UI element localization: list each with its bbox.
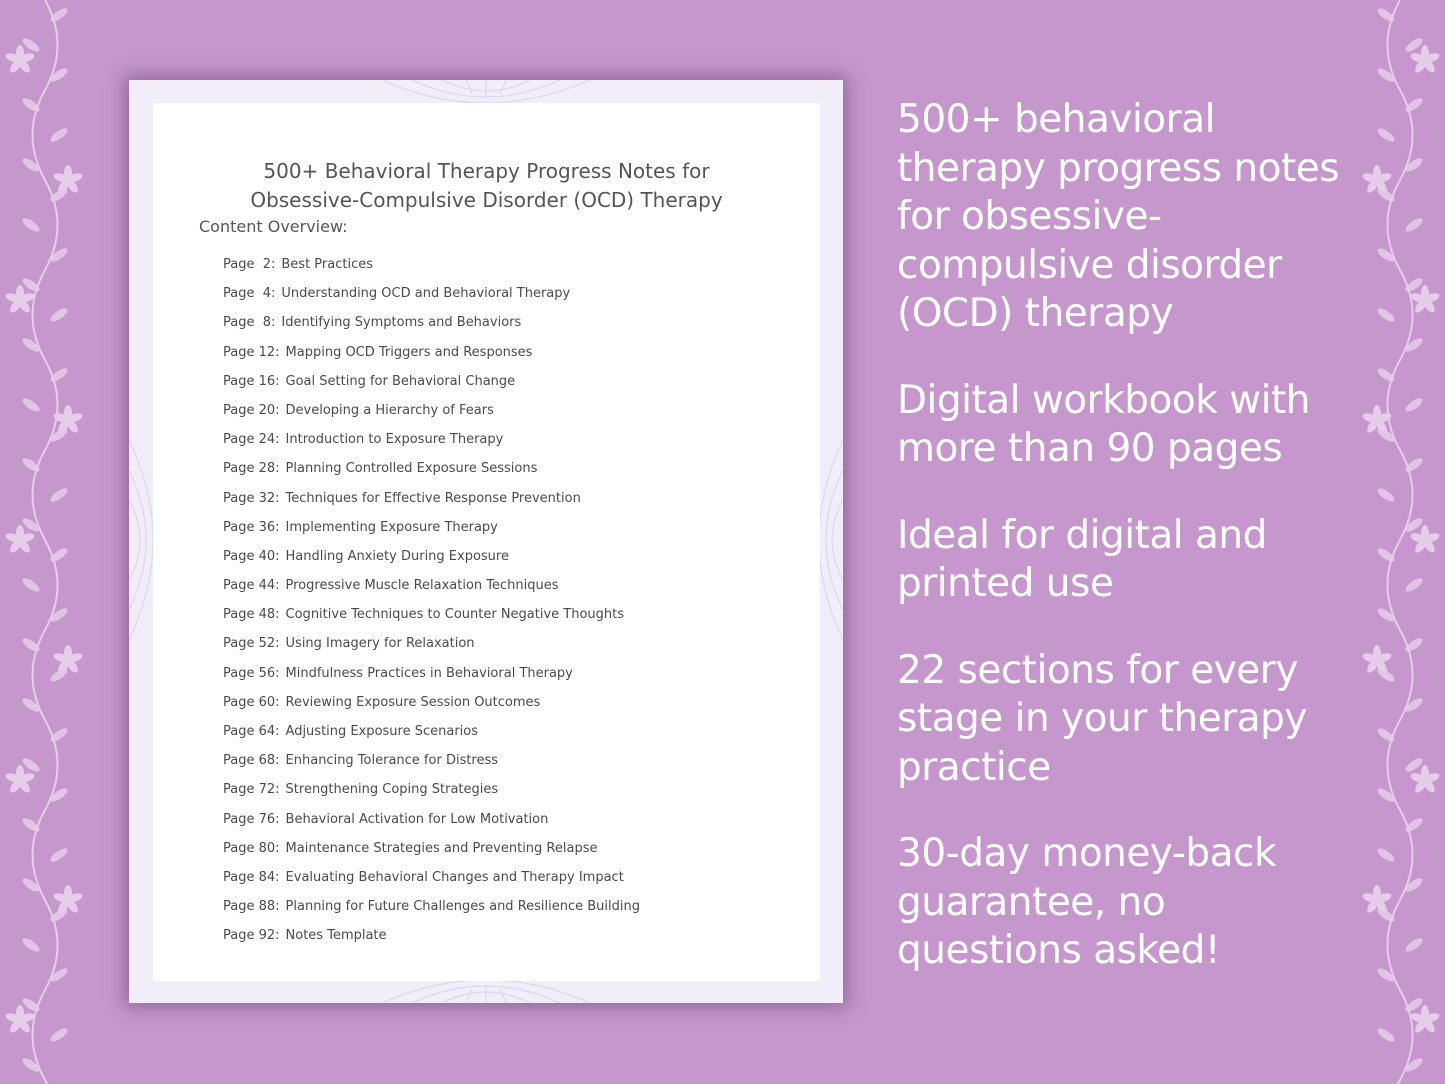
toc-entry-title: Mapping OCD Triggers and Responses: [285, 344, 533, 360]
toc-page-number: Page 44:: [223, 578, 280, 594]
toc-entry-title: Behavioral Activation for Low Motivation: [285, 811, 549, 827]
toc-page-number: Page 56:: [223, 665, 280, 681]
mandala-bottom-icon: [382, 980, 590, 1003]
toc-page-number: Page 52:: [223, 636, 280, 652]
toc-entry: [223, 459, 640, 488]
mandala-right-icon: [819, 440, 843, 640]
toc-entry: [223, 343, 640, 372]
document-title-line-2: Obsessive-Compulsive Disorder (OCD) Therapy: [250, 188, 723, 212]
toc-entry-title: Introduction to Exposure Therapy: [285, 432, 504, 448]
toc-page-number: Page 2:: [223, 257, 276, 272]
toc-page-number: Page 12:: [223, 344, 280, 360]
toc-entry-title: Maintenance Strategies and Preventing Relapse: [285, 840, 598, 856]
toc-page-number: Page 28:: [223, 461, 280, 477]
toc-entry: [223, 634, 640, 663]
toc-entry-title: Handling Anxiety During Exposure: [285, 548, 509, 564]
feature-text: [897, 830, 1417, 976]
toc-entry: [223, 751, 640, 780]
document-page: [153, 103, 820, 981]
toc-entry-title: Developing a Hierarchy of Fears: [285, 402, 494, 418]
feature-line: more than 90 pages: [897, 426, 1283, 471]
toc-entry: [223, 780, 640, 809]
feature-line: printed use: [897, 561, 1114, 606]
feature-line: (OCD) therapy: [897, 291, 1174, 336]
feature-text: [897, 377, 1417, 474]
toc-entry-title: Cognitive Techniques to Counter Negative Thoughts: [285, 607, 625, 623]
toc-page-number: Page 68:: [223, 753, 280, 769]
toc-entry: [223, 255, 640, 284]
toc-entry: [223, 868, 640, 897]
toc-entry-title: Implementing Exposure Therapy: [285, 519, 498, 535]
feature-text: [897, 512, 1417, 609]
toc-page-number: Page 24:: [223, 432, 280, 448]
feature-line: 22 sections for every: [897, 647, 1298, 693]
toc-page-number: Page 8:: [223, 315, 276, 331]
toc-page-number: Page 32:: [223, 490, 280, 506]
feature-line: compulsive disorder: [897, 242, 1282, 288]
mandala-top-icon: [382, 80, 590, 103]
toc-entry-title: Using Imagery for Relaxation: [285, 636, 475, 652]
feature-line: practice: [897, 744, 1051, 790]
table-of-contents: [223, 255, 640, 956]
toc-entry-title: Notes Template: [285, 928, 387, 944]
toc-entry-title: Planning for Future Challenges and Resilience Building: [285, 899, 640, 915]
feature-line: guarantee, no: [897, 879, 1166, 925]
toc-entry: [223, 547, 640, 576]
toc-entry-title: Reviewing Exposure Session Outcomes: [285, 694, 541, 710]
toc-entry: [223, 576, 640, 605]
toc-page-number: Page 40:: [223, 548, 280, 564]
toc-entry-title: Enhancing Tolerance for Distress: [285, 753, 499, 769]
toc-page-number: Page 16:: [223, 373, 280, 389]
toc-entry: [223, 518, 640, 547]
toc-page-number: Page 60:: [223, 694, 280, 710]
toc-entry: [223, 401, 640, 430]
toc-entry-title: Mindfulness Practices in Behavioral Therapy: [285, 665, 573, 681]
toc-entry-title: Identifying Symptoms and Behaviors: [281, 315, 522, 331]
toc-page-number: Page 20:: [223, 402, 280, 418]
floral-vine-left-icon: [0, 0, 90, 1084]
feature-line: Digital workbook with: [897, 377, 1310, 423]
toc-page-number: Page 76:: [223, 811, 280, 827]
toc-entry-title: Goal Setting for Behavioral Change: [285, 373, 516, 389]
toc-entry: [223, 372, 640, 401]
toc-entry-title: Understanding OCD and Behavioral Therapy: [281, 286, 571, 302]
feature-line: stage in your therapy: [897, 696, 1307, 741]
toc-entry-title: Best Practices: [281, 257, 374, 272]
feature-text: [897, 647, 1417, 793]
toc-page-number: Page 4:: [223, 286, 276, 302]
mandala-left-icon: [129, 440, 153, 640]
feature-line: Ideal for digital and: [897, 512, 1267, 558]
toc-page-number: Page 48:: [223, 607, 280, 623]
toc-entry: [223, 897, 640, 926]
toc-entry: [223, 489, 640, 518]
feature-line: questions asked!: [897, 928, 1221, 973]
toc-entry-title: Progressive Muscle Relaxation Techniques: [285, 578, 559, 594]
toc-entry: [223, 839, 640, 868]
toc-entry: [223, 722, 640, 751]
toc-entry-title: Planning Controlled Exposure Sessions: [285, 461, 538, 477]
content-overview-heading: Content Overview:: [199, 217, 348, 236]
toc-entry: [223, 810, 640, 839]
feature-line: therapy progress notes: [897, 145, 1340, 191]
toc-page-number: Page 36:: [223, 519, 280, 535]
toc-entry: [223, 284, 640, 313]
document-title-line-1: 500+ Behavioral Therapy Progress Notes for: [263, 159, 710, 183]
toc-page-number: Page 64:: [223, 724, 280, 739]
feature-line: 500+ behavioral: [897, 97, 1215, 142]
toc-entry-title: Evaluating Behavioral Changes and Therapy Impact: [285, 869, 624, 885]
feature-text: [897, 96, 1417, 339]
toc-page-number: Page 72:: [223, 782, 280, 798]
toc-entry: [223, 926, 640, 955]
feature-line: for obsessive-: [897, 194, 1162, 239]
toc-page-number: Page 92:: [223, 928, 280, 944]
toc-entry-title: Strengthening Coping Strategies: [285, 782, 499, 798]
toc-entry-title: Adjusting Exposure Scenarios: [285, 724, 479, 739]
toc-entry: [223, 313, 640, 342]
toc-entry: [223, 693, 640, 722]
feature-line: 30-day money-back: [897, 831, 1277, 876]
feature-list: [897, 96, 1417, 1014]
document-preview: [129, 80, 843, 1003]
toc-entry: [223, 430, 640, 459]
toc-page-number: Page 84:: [223, 869, 280, 885]
toc-page-number: Page 88:: [223, 899, 280, 915]
toc-entry-title: Techniques for Effective Response Prevention: [285, 490, 581, 506]
toc-page-number: Page 80:: [223, 840, 280, 856]
toc-entry: [223, 605, 640, 634]
document-title: [153, 157, 820, 215]
toc-entry: [223, 664, 640, 693]
